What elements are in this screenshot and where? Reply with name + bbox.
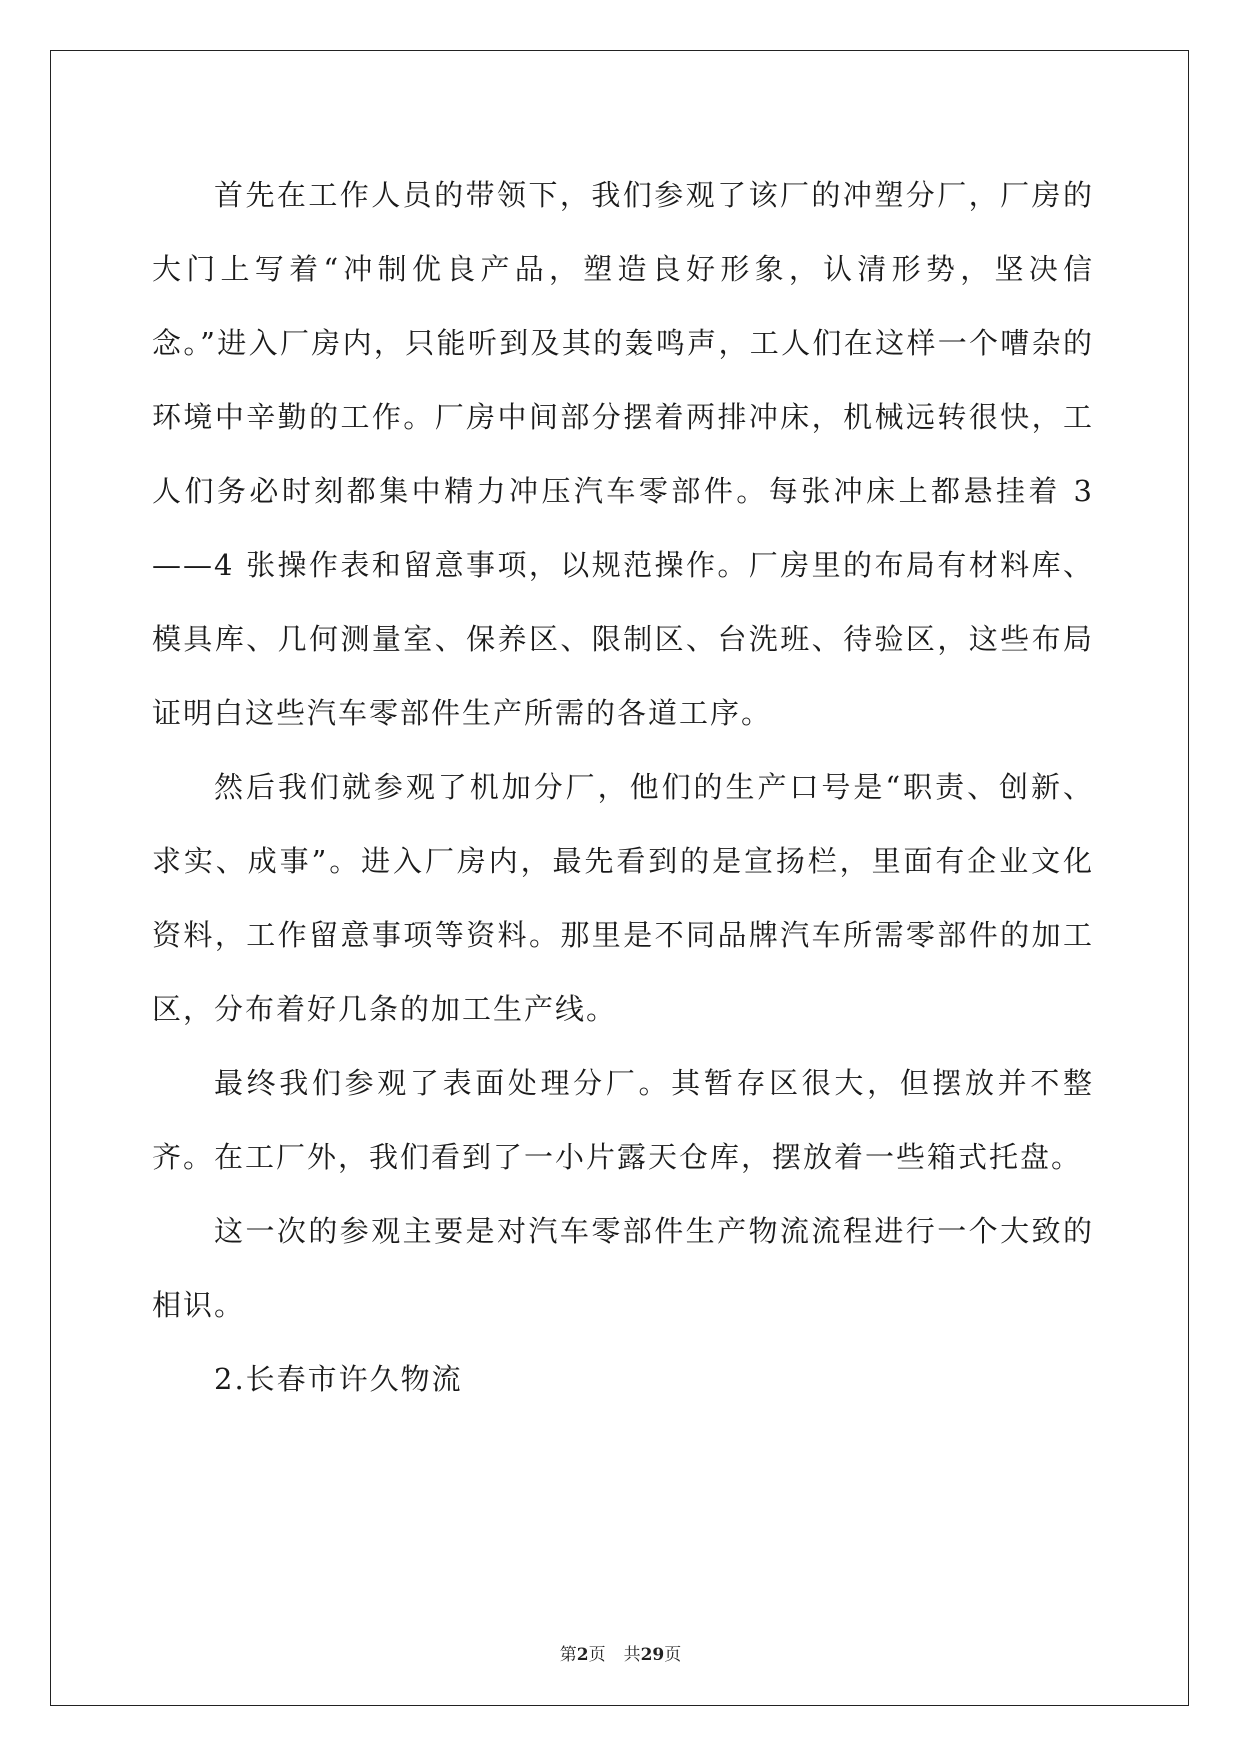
page-footer [0, 1640, 1241, 1665]
paragraph-surface-treatment-plant: 最终我们参观了表面处理分厂。其暂存区很大，但摆放并不整齐。在工厂外，我们看到了一小片露天仓库，摆放着一些箱式托盘。 [152, 1066, 1094, 1174]
page-prefix: 第 [559, 1645, 577, 1665]
total-pages: 29 [640, 1645, 665, 1665]
document-body [152, 158, 1094, 1416]
total-prefix: 共 [623, 1645, 641, 1665]
total-suffix: 页 [664, 1645, 682, 1665]
paragraph-machining-plant: 然后我们就参观了机加分厂，他们的生产口号是“职责、创新、求实、成事”。进入厂房内，最先看到的是宣扬栏，里面有企业文化资料，工作留意事项等资料。那里是不同品牌汽车所需零部件的加工区，分布着好几条的加工生产线。 [152, 770, 1094, 1026]
section-heading-logistics: 2.长春市许久物流 [214, 1362, 463, 1396]
paragraph-visit-summary: 这一次的参观主要是对汽车零部件生产物流流程进行一个大致的相识。 [152, 1214, 1094, 1322]
page-number: 2 [576, 1645, 589, 1665]
paragraph-stamping-plant: 首先在工作人员的带领下，我们参观了该厂的冲塑分厂，厂房的大门上写着“冲制优良产品，塑造良好形象，认清形势，坚决信念。”进入厂房内，只能听到及其的轰鸣声，工人们在这样一个嘈杂的环境中辛勤的工作。厂房中间部分摆着两排冲床，机械远转很快，工人们务必时刻都集中精力冲压汽车零部件。每张冲床上都悬挂着 3——4 张操作表和留意事项，以规范操作。厂房里的布局有材料库、模具库、几何测量室、保养区、限制区、台洗班、待验区，这些布局证明白这些汽车零部件生产所需的各道工序。 [152, 178, 1094, 730]
page-suffix: 页 [588, 1645, 606, 1665]
